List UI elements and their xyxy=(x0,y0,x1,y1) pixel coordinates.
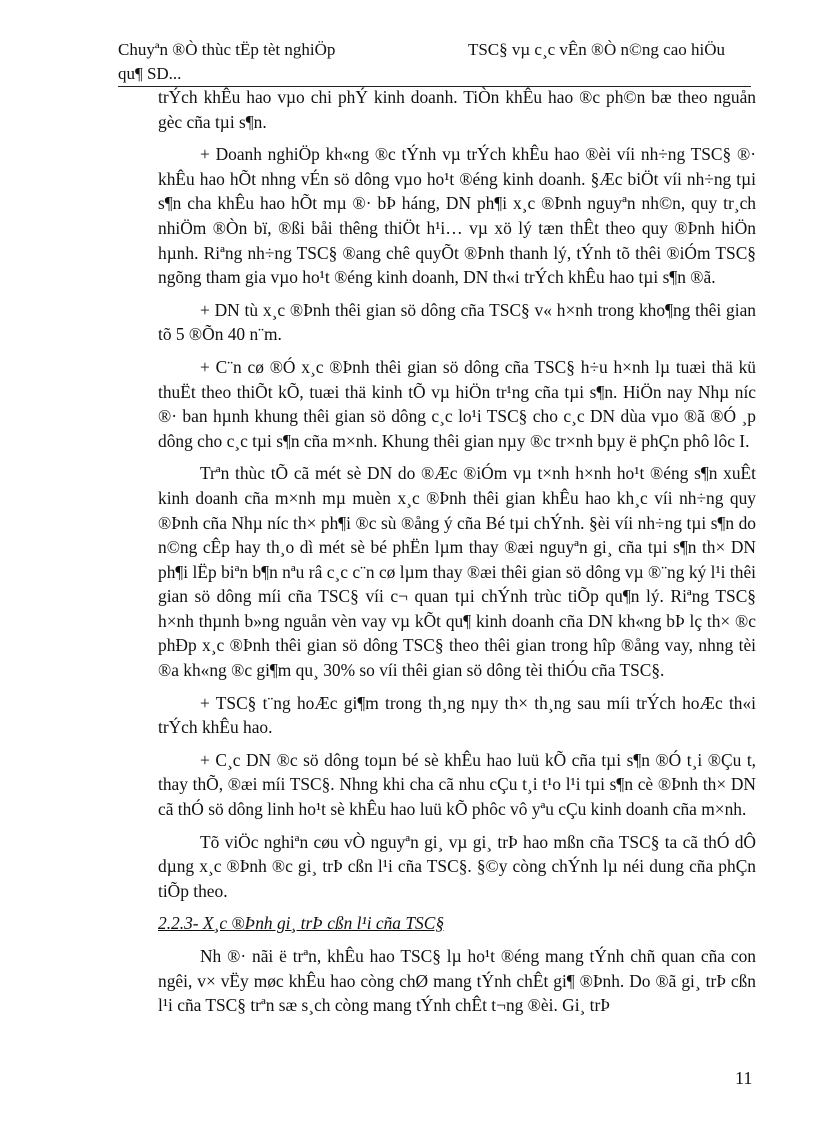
paragraph-intangible-usage: + DN tù x¸c ®Þnh thêi gian sö dông cña TSC§ v« h×nh trong kho¶ng thêi gian tõ 5 ®Õn 40 n¨m. xyxy=(158,299,756,345)
paragraph-monthly-change: + TSC§ t¨ng hoÆc gi¶m trong th¸ng nµy th× th¸ng sau míi trÝch hoÆc th«i trÝch khÊu hao. xyxy=(158,692,756,738)
header-continuation: qu¶ SD... xyxy=(118,64,182,83)
paragraph-accumulated: + C¸c DN ®c sö dông toµn bé sè khÊu hao luü kÕ cña tµi s¶n ®Ó t¸i ®Çu t, thay thÕ, ®æi míi TSC§. Nhng khi cha cã nhu cÇu t¸i t¹o l¹i tµi s¶n cè ®Þnh th× DN cã thÓ sö dông linh ho¹t sè khÊu hao luü kÕ phôc vô yªu cÇu kinh doanh cña m×nh. xyxy=(158,749,756,820)
paragraph-closing: Nh ®· nãi ë trªn, khÊu hao TSC§ lµ ho¹t ®éng mang tÝnh chñ quan cña con ngêi, v× vËy møc khÊu hao còng chØ mang tÝnh chÊt gi¶ ®Þnh. Do ®ã gi¸ trÞ cßn l¹i cña TSC§ trªn sæ s¸ch còng mang tÝnh chÊt t¬ng ®èi. Gi¸ trÞ xyxy=(158,946,756,1016)
paragraph-transition: Tõ viÖc nghiªn cøu vÒ nguyªn gi¸ vµ gi¸ trÞ hao mßn cña TSC§ ta cã thÓ dÔ dµng x¸c ®Þnh ®c gi¸ trÞ cßn l¹i cña TSC§. §©y còng chÝnh lµ néi dung cña phÇn tiÕp theo. xyxy=(158,831,756,901)
paragraph-depreciation-rules: + Doanh nghiÖp kh«ng ®c tÝnh vµ trÝch khÊu hao ®èi víi nh÷ng TSC§ ®· khÊu hao hÕt nhng vÉn sö dông vµo ho¹t ®éng kinh doanh. §Æc biÖt víi nh÷ng tµi s¶n cha khÊu hao hÕt mµ ®· bÞ háng, DN ph¶i x¸c ®Þnh nguyªn nh©n, quy tr¸ch nhiÖm ®Òn bï, ®ßi båi thêng thiÖt h¹i… vµ xö lý tæn thÊt theo quy ®Þnh hiÖn hµnh. Riªng nh÷ng TSC§ ®ang chê quyÕt ®Þnh thanh lý, tÝnh tõ thêi ®iÓm TSC§ ngõng tham gia vµo ho¹t ®éng kinh doanh, DN th«i trÝch khÊu hao tµi s¶n ®ã. xyxy=(158,144,756,288)
document-body xyxy=(158,85,756,1026)
paragraph-practice: Trªn thùc tÕ cã mét sè DN do ®Æc ®iÓm vµ t×nh h×nh ho¹t ®éng s¶n xuÊt kinh doanh cña m×nh mµ muèn x¸c ®Þnh thêi gian khÊu hao kh¸c víi nh÷ng quy ®Þnh cña Nhµ níc th× ph¶i ®c sù ®ång ý cña Bé tµi chÝnh. §èi víi nh÷ng tµi s¶n do n©ng cÊp hay th¸o dì mét sè bé phËn lµm thay ®æi nguyªn gi¸ cña tµi s¶n th× DN ph¶i lËp biªn b¶n nªu râ c¸c c¨n cø lµm thay ®æi thêi gian sö dông vµ ®¨ng ký l¹i thêi gian sö dông míi cña TSC§ víi c¬ quan tµi chÝnh trùc tiÕp qu¶n lý. Riªng TSC§ h×nh thµnh b»ng nguån vèn vay vµ kÕt qu¶ kinh doanh cña DN kh«ng bÞ lç th× ®c phÐp x¸c ®Þnh thêi gian sö dông TSC§ theo thêi gian trong hîp ®ång vay, nhng tèi ®a kh«ng ®c gi¶m qu¸ 30% so víi thêi gian sö dông tèi thiÓu cña TSC§. xyxy=(158,463,756,681)
header-left: Chuyªn ®Ò thùc tËp tèt nghiÖp xyxy=(118,40,336,59)
paragraph-continued: trÝch khÊu hao vµo chi phÝ kinh doanh. TiÒn khÊu hao ®c ph©n bæ theo nguån gèc cña tµi s¶n. xyxy=(158,87,756,132)
header-line xyxy=(118,38,751,62)
section-heading: 2.2.3- X¸c ®Þnh gi¸ trÞ cßn l¹i cña TSC§ xyxy=(158,913,445,934)
page-number: 11 xyxy=(735,1068,753,1088)
paragraph-tangible-usage: + C¨n cø ®Ó x¸c ®Þnh thêi gian sö dông cña TSC§ h÷u h×nh lµ tuæi thä kü thuËt theo thiÕt kÕ, tuæi thä kinh tÕ vµ hiÖn tr¹ng cña tµi s¶n. HiÖn nay Nhµ níc ®· ban hµnh khung thêi gian sö dông c¸c lo¹i TSC§ cho c¸c DN dùa vµo ®ã ®Ó ¸p dông cho c¸c tµi s¶n cña m×nh. Khung thêi gian nµy ®c tr×nh bµy ë phÇn phô lôc I. xyxy=(158,356,756,451)
header-right: TSC§ vµ c¸c vÊn ®Ò n©ng cao hiÖu xyxy=(467,40,725,59)
page-header xyxy=(118,38,751,87)
